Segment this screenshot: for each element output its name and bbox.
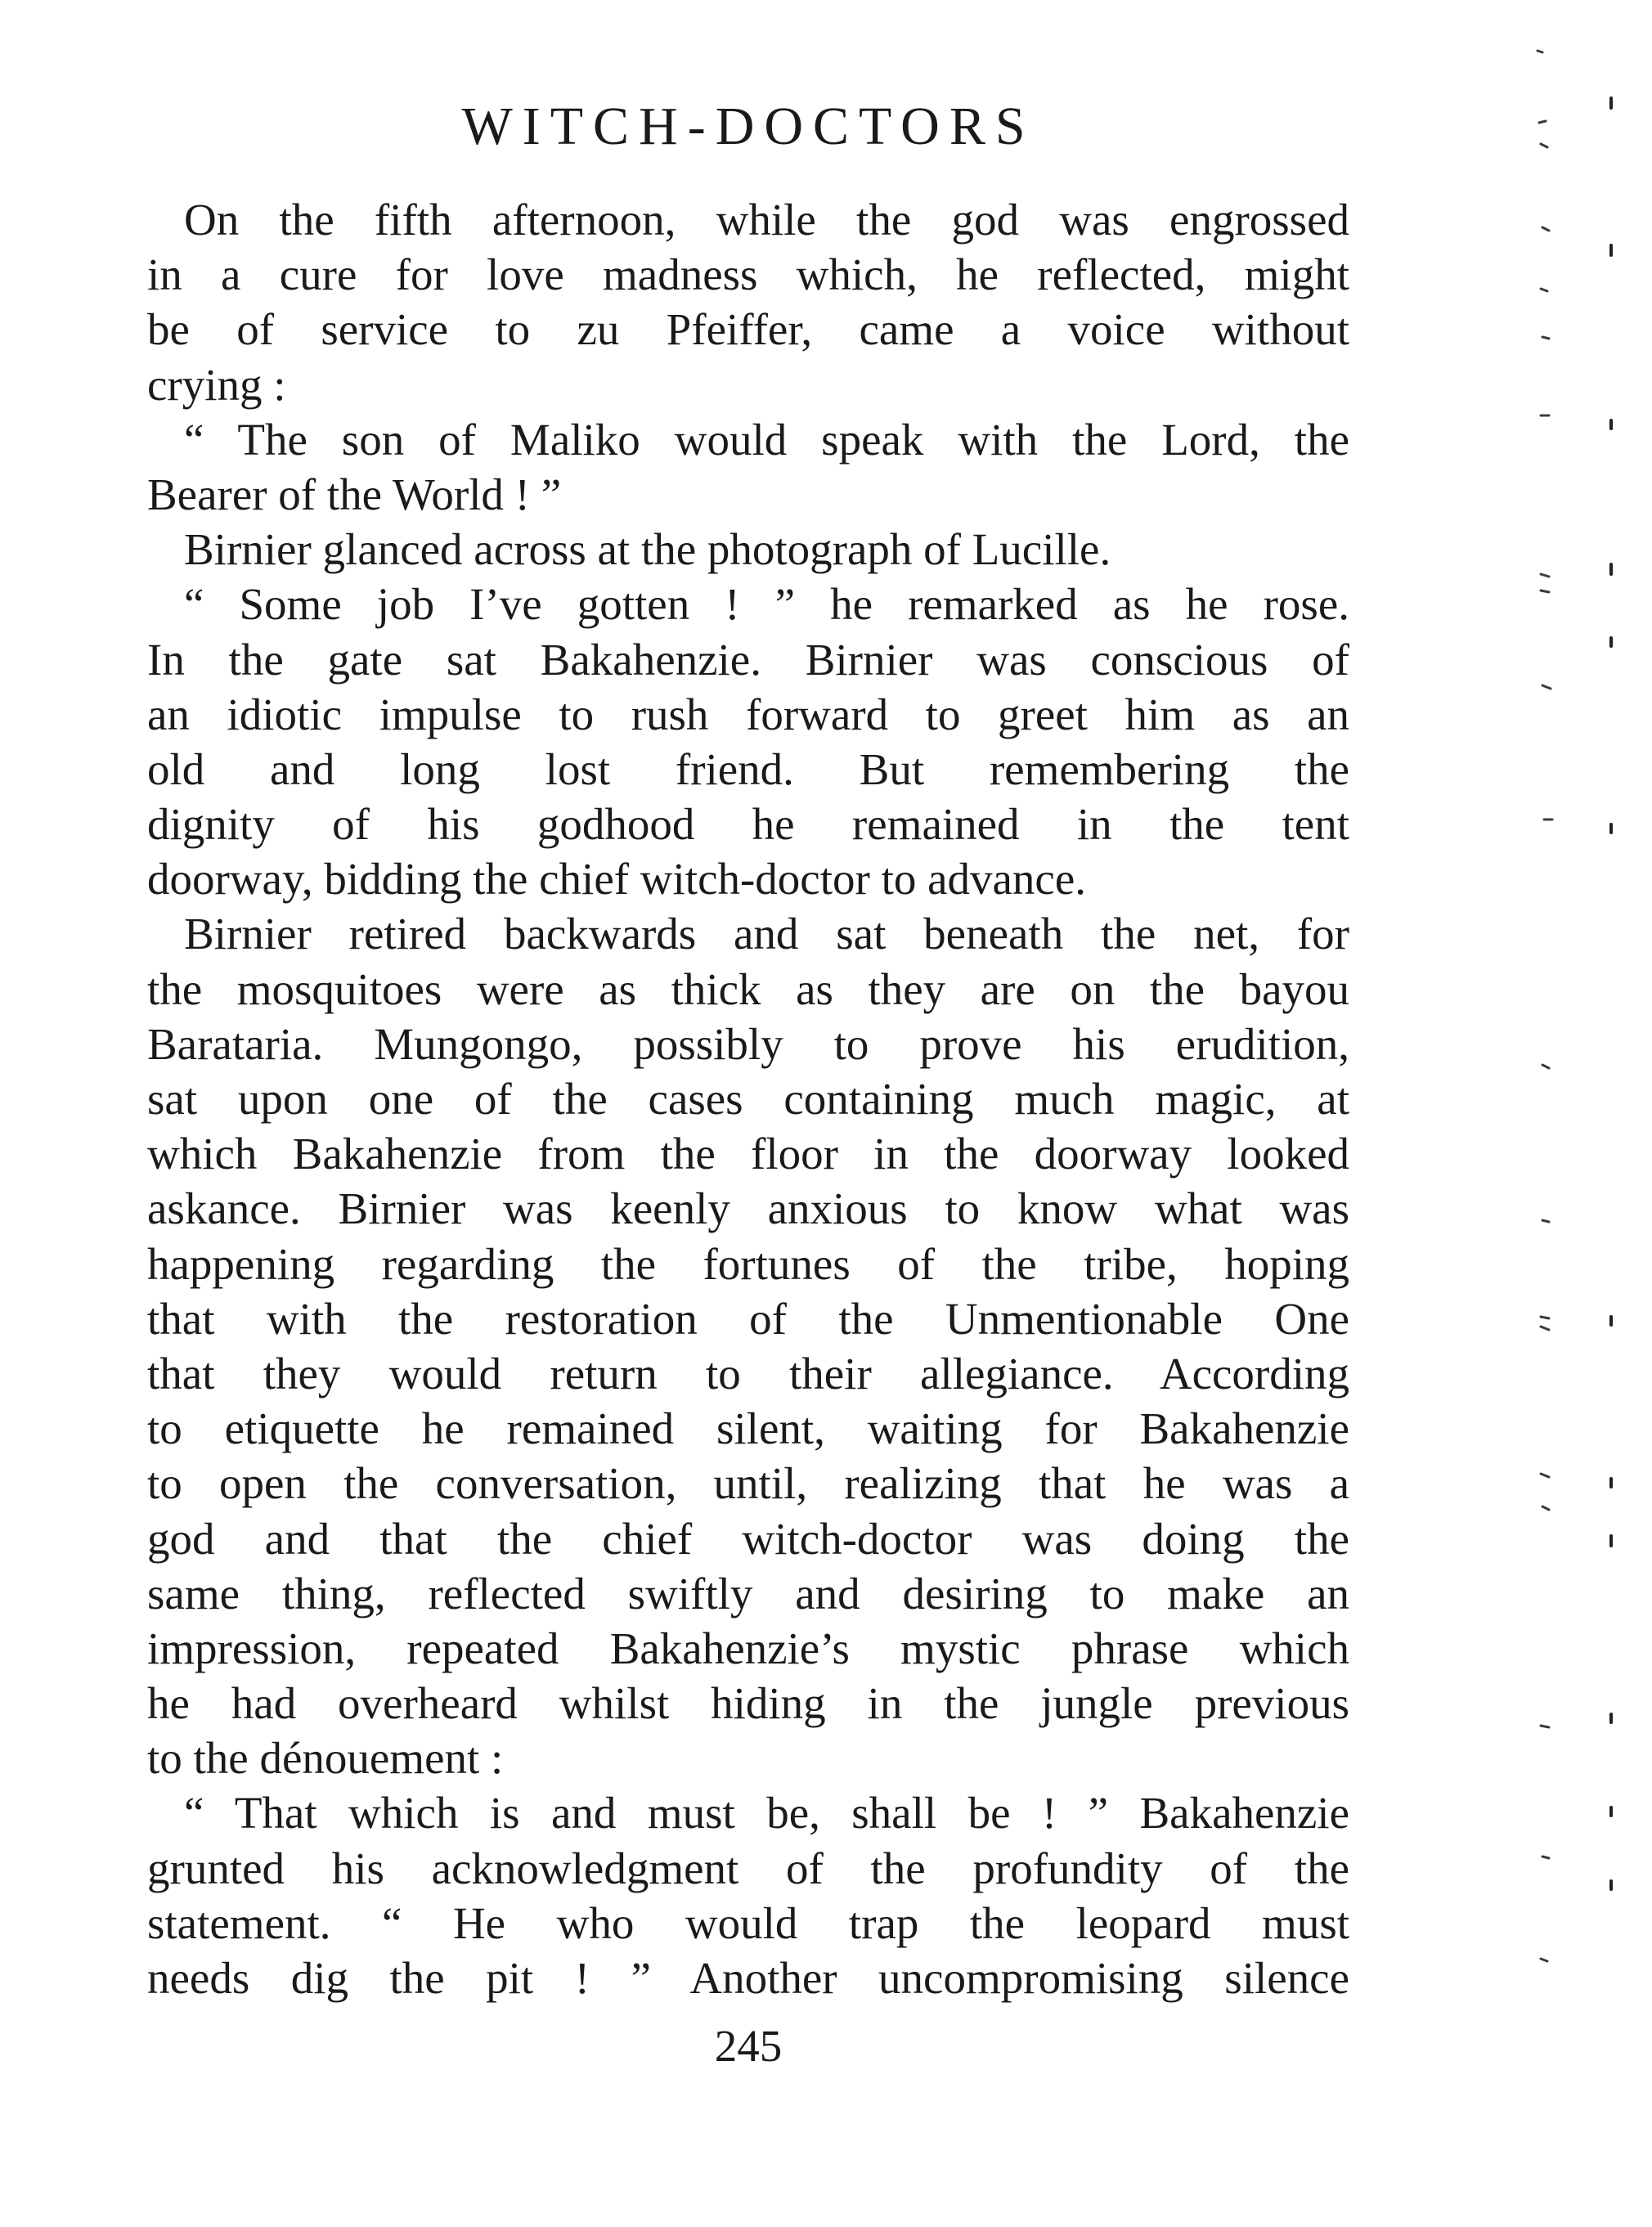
text-line: “ That which is and must be, shall be ! ” Bakahenzie xyxy=(184,1788,1349,1839)
text-line: Bearer of the World ! ” xyxy=(147,469,562,519)
text-line: statement. “ He who would trap the leopard must xyxy=(147,1897,1349,1948)
text-line: be of service to zu Pfeiffer, came a voice without xyxy=(147,304,1349,355)
text-line: to the dénouement : xyxy=(147,1733,504,1784)
text-line: that they would return to their allegiance. According xyxy=(147,1348,1349,1399)
text-line: he had overheard whilst hiding in the jungle previous xyxy=(147,1678,1349,1729)
text-line: the mosquitoes were as thick as they are on the bayou xyxy=(147,963,1349,1014)
text-line: In the gate sat Bakahenzie. Birnier was conscious of xyxy=(147,634,1349,685)
text-line: Birnier retired backwards and sat beneath the net, for xyxy=(184,909,1349,959)
text-line: doorway, bidding the chief witch-doctor to advance. xyxy=(147,854,1086,905)
text-line: old and long lost friend. But remembering the xyxy=(147,743,1349,794)
text-line: to open the conversation, until, realizing that he was a xyxy=(147,1458,1349,1509)
text-line: in a cure for love madness which, he reflected, might xyxy=(147,249,1349,300)
text-line: which Bakahenzie from the floor in the doorway looked xyxy=(147,1129,1349,1179)
body-text xyxy=(147,192,1349,2005)
text-line: crying : xyxy=(147,359,286,410)
text-line: god and that the chief witch-doctor was doing the xyxy=(147,1513,1349,1564)
text-line: an idiotic impulse to rush forward to greet him as an xyxy=(147,689,1349,739)
text-line: “ Some job I’ve gotten ! ” he remarked as he rose. xyxy=(184,579,1349,630)
text-line: happening regarding the fortunes of the tribe, hoping xyxy=(147,1238,1349,1289)
text-line: impression, repeated Bakahenzie’s mystic phrase which xyxy=(147,1623,1349,1673)
text-line: that with the restoration of the Unmentionable One xyxy=(147,1293,1349,1344)
text-line: to etiquette he remained silent, waiting for Bakahenzie xyxy=(147,1403,1349,1454)
text-line: On the fifth afternoon, while the god was engrossed xyxy=(184,195,1349,245)
text-line: same thing, reflected swiftly and desiring to make an xyxy=(147,1568,1349,1619)
text-line: Birnier glanced across at the photograph of Lucille. xyxy=(184,524,1111,575)
text-line: sat upon one of the cases containing much magic, at xyxy=(147,1074,1349,1124)
text-line: grunted his acknowledgment of the profundity of the xyxy=(147,1843,1349,1893)
text-line: needs dig the pit ! ” Another uncompromising silence xyxy=(147,1953,1349,2003)
text-line: askance. Birnier was keenly anxious to know what was xyxy=(147,1183,1349,1234)
text-line: dignity of his godhood he remained in the tent xyxy=(147,799,1349,850)
page-number: 245 xyxy=(714,2021,783,2071)
text-line: “ The son of Maliko would speak with the Lord, the xyxy=(184,414,1349,465)
text-line: Barataria. Mungongo, possibly to prove his erudition, xyxy=(147,1018,1349,1069)
running-head: WITCH-DOCTORS xyxy=(461,97,1035,156)
scan-edge-marks xyxy=(1529,0,1627,2227)
